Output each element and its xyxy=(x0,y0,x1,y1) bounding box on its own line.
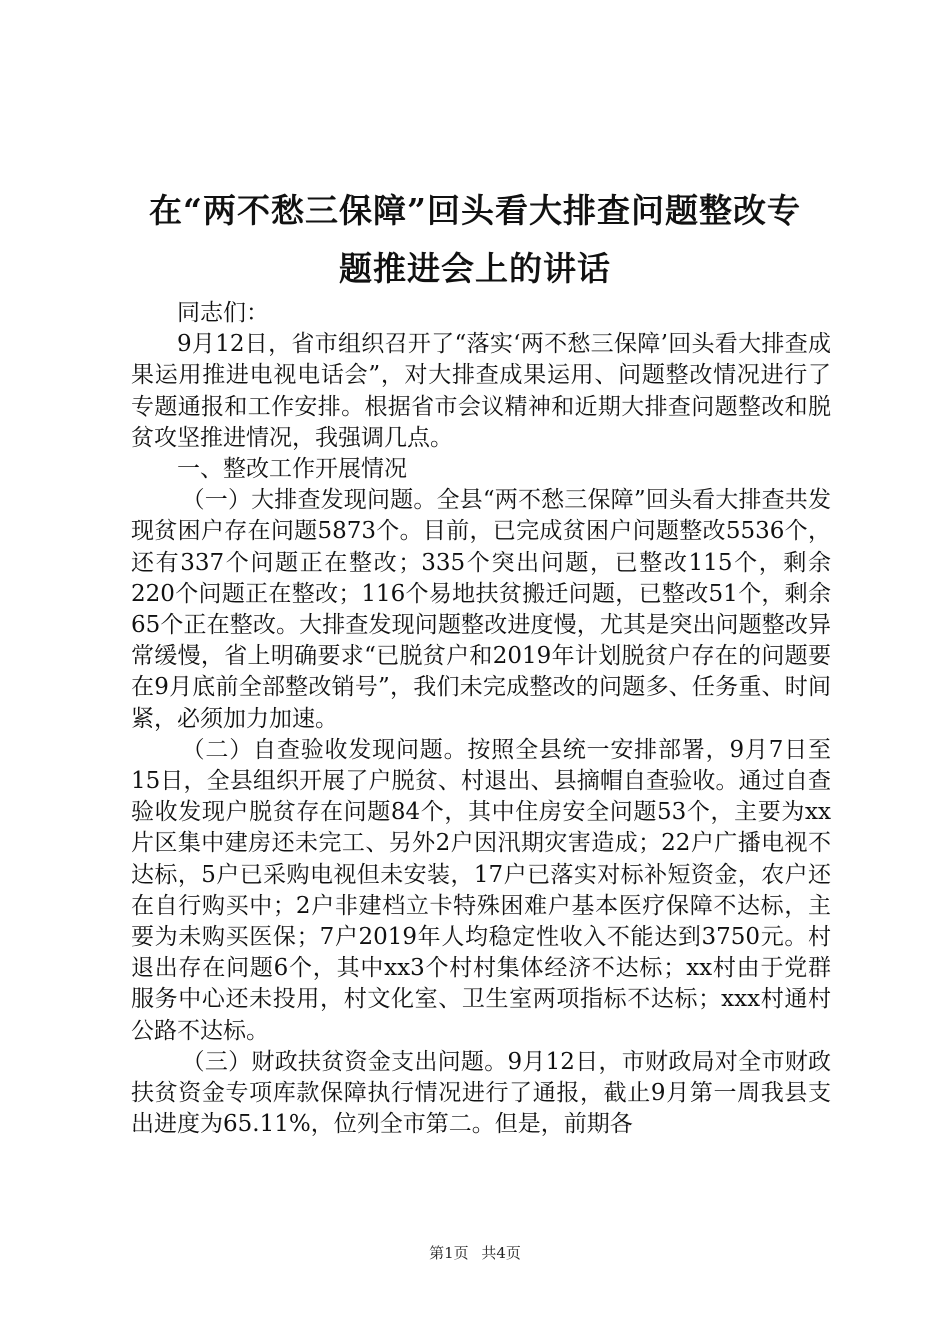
document-body xyxy=(131,298,831,1140)
page-total: 共4页 xyxy=(481,1244,521,1262)
title-line-2: 题推进会上的讲话 xyxy=(339,249,611,288)
document-title xyxy=(110,182,840,298)
paragraph-intro: 9月12日，省市组织召开了“落实‘两不愁三保障’回头看大排查成果运用推进电视电话会”，对大排查成果运用、问题整改情况进行了专题通报和工作安排。根据省市会议精神和近期大排查问题整改和脱贫攻坚推进情况，我强调几点。 xyxy=(131,331,831,451)
page-footer xyxy=(0,1243,950,1263)
paragraph-subsection-3: （三）财政扶贫资金支出问题。9月12日，市财政局对全市财政扶贫资金专项库款保障执行情况进行了通报，截止9月第一周我县支出进度为65.11%，位列全市第二。但是，前期各 xyxy=(131,1048,831,1138)
paragraph-subsection-1: （一）大排查发现问题。全县“两不愁三保障”回头看大排查共发现贫困户存在问题5873个。目前，已完成贫困户问题整改5536个，还有337个问题正在整改；335个突出问题，已整改115个，剩余220个问题正在整改；116个易地扶贫搬迁问题，已整改51个，剩余65个正在整改。大排查发现问题整改进度慢，尤其是突出问题整改异常缓慢，省上明确要求“已脱贫户和2019年计划脱贫户存在的问题要在9月底前全部整改销号”，我们未完成整改的问题多、任务重、时间紧，必须加力加速。 xyxy=(131,487,831,732)
section-heading-1: 一、整改工作开展情况 xyxy=(177,456,407,483)
paragraph-subsection-2: （二）自查验收发现问题。按照全县统一安排部署，9月7日至15日，全县组织开展了户脱贫、村退出、县摘帽自查验收。通过自查验收发现户脱贫存在问题84个，其中住房安全问题53个，主要为xx片区集中建房还未完工、另外2户因汛期灾害造成；22户广播电视不达标，5户已采购电视但未安装，17户已落实对标补短资金，农户还在自行购买中；2户非建档立卡特殊困难户基本医疗保障不达标，主要为未购买医保；7户2019年人均稳定性收入不能达到3750元。村退出存在问题6个，其中xx3个村村集体经济不达标；xx村由于党群服务中心还未投用，村文化室、卫生室两项指标不达标；xxx村通村公路不达标。 xyxy=(131,736,831,1044)
title-line-1: 在“两不愁三保障”回头看大排查问题整改专 xyxy=(149,191,801,230)
page-number: 第1页 xyxy=(429,1244,469,1262)
salutation: 同志们： xyxy=(177,300,269,326)
